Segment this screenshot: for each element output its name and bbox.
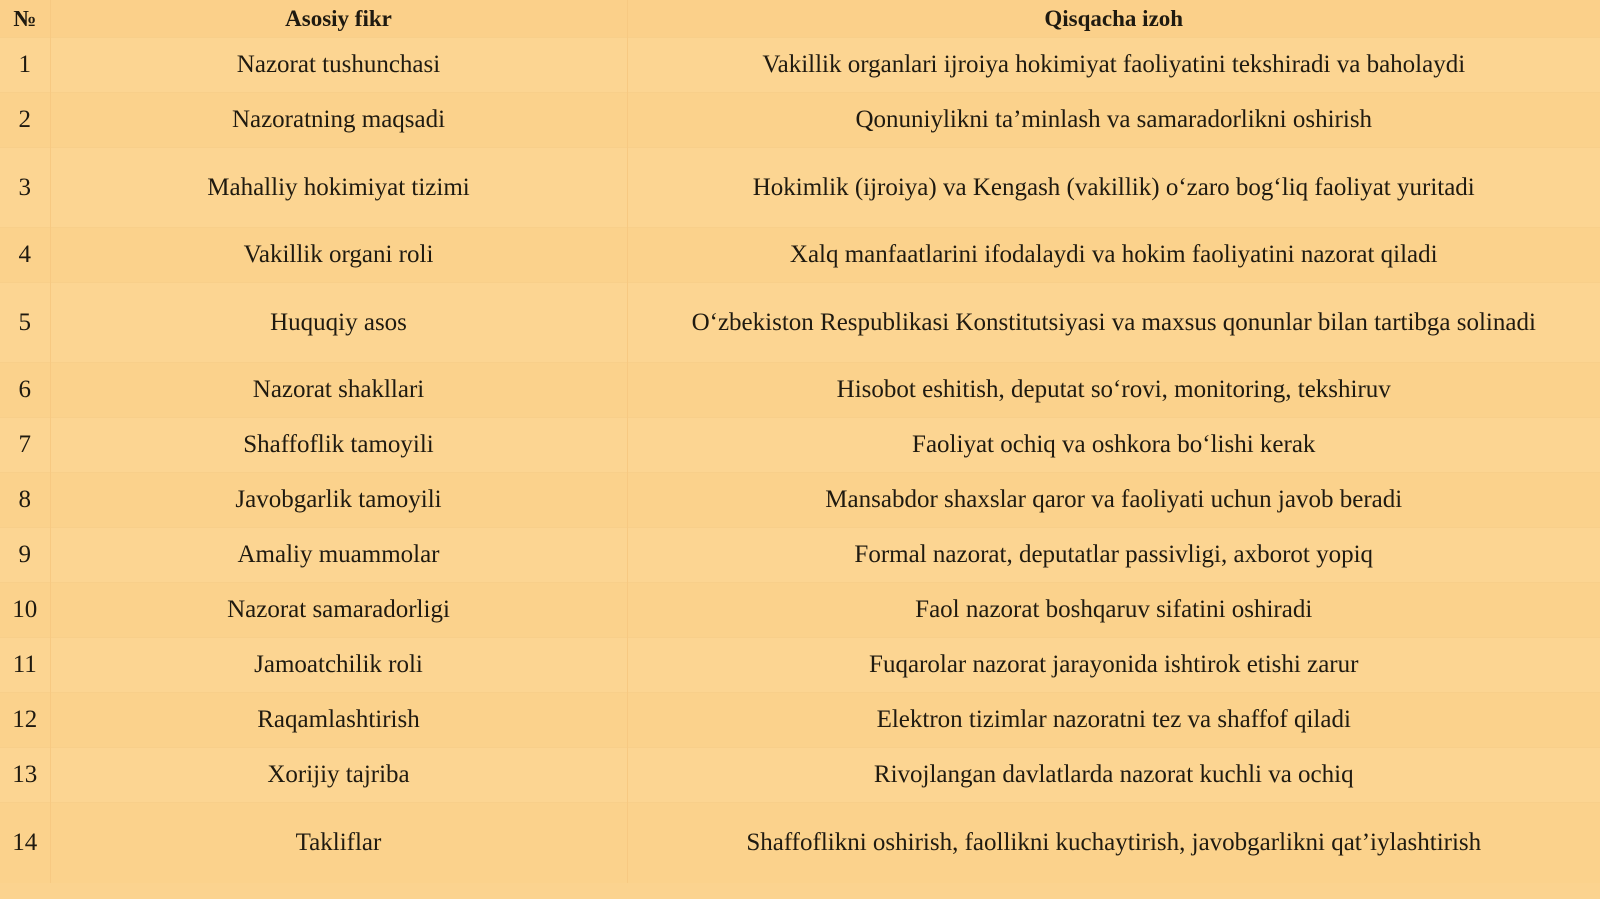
table-header [0,0,1600,38]
row-main-idea: Xorijiy tajriba [50,748,627,803]
header-main-idea: Asosiy fikr [50,0,627,38]
row-short-note: Fuqarolar nazorat jarayonida ishtirok etishi zarur [627,638,1600,693]
header-row [0,0,1600,38]
table-row [0,583,1600,638]
row-number: 9 [18,541,31,568]
row-number: 11 [12,651,37,678]
row-main-idea: Nazoratning maqsadi [50,93,627,148]
row-short-note: Faoliyat ochiq va oshkora bo‘lishi kerak [627,418,1600,473]
row-short-note: Hokimlik (ijroiya) va Kengash (vakillik) o‘zaro bog‘liq faoliyat yuritadi [627,148,1600,228]
row-main-idea: Raqamlashtirish [50,693,627,748]
table-row [0,418,1600,473]
row-short-note: O‘zbekiston Respublikasi Konstitutsiyasi va maxsus qonunlar bilan tartibga solinadi [627,283,1600,363]
row-main-idea: Jamoatchilik roli [50,638,627,693]
table-row [0,748,1600,803]
row-main-idea: Takliflar [50,803,627,883]
row-number: 7 [18,431,31,458]
table-row [0,638,1600,693]
row-number: 1 [18,51,31,78]
table-row [0,148,1600,228]
row-main-idea: Nazorat tushunchasi [50,38,627,93]
row-short-note: Mansabdor shaxslar qaror va faoliyati uchun javob beradi [627,473,1600,528]
row-short-note: Hisobot eshitish, deputat so‘rovi, monitoring, tekshiruv [627,363,1600,418]
row-short-note: Shaffoflikni oshirish, faollikni kuchaytirish, javobgarlikni qat’iylashtirish [627,803,1600,883]
row-short-note: Rivojlangan davlatlarda nazorat kuchli va ochiq [627,748,1600,803]
row-short-note: Qonuniylikni ta’minlash va samaradorlikni oshirish [627,93,1600,148]
row-number: 5 [18,308,31,336]
row-number: 4 [18,241,31,268]
table-row [0,693,1600,748]
row-main-idea: Vakillik organi roli [50,228,627,283]
row-short-note: Elektron tizimlar nazoratni tez va shaffof qiladi [627,693,1600,748]
row-main-idea: Shaffoflik tamoyili [50,418,627,473]
row-main-idea: Mahalliy hokimiyat tizimi [50,148,627,228]
table-row [0,363,1600,418]
row-number: 12 [12,706,38,733]
table-row [0,803,1600,883]
row-main-idea: Amaliy muammolar [50,528,627,583]
row-short-note: Vakillik organlari ijroiya hokimiyat faoliyatini tekshiradi va baholaydi [627,38,1600,93]
row-number: 3 [18,173,31,201]
row-number: 6 [18,376,31,403]
table-row [0,228,1600,283]
row-short-note: Faol nazorat boshqaruv sifatini oshiradi [627,583,1600,638]
row-number: 8 [18,486,31,513]
row-number: 14 [12,828,38,856]
table-row [0,528,1600,583]
header-number: № [0,0,50,38]
row-main-idea: Nazorat shakllari [50,363,627,418]
row-number: 2 [18,106,31,133]
row-main-idea: Huquqiy asos [50,283,627,363]
table-row [0,38,1600,93]
table-row [0,473,1600,528]
row-main-idea: Nazorat samaradorligi [50,583,627,638]
row-number: 13 [12,761,38,788]
row-short-note: Xalq manfaatlarini ifodalaydi va hokim faoliyatini nazorat qiladi [627,228,1600,283]
row-main-idea: Javobgarlik tamoyili [50,473,627,528]
table-row [0,283,1600,363]
row-number: 10 [12,596,38,623]
table-body [0,38,1600,883]
row-short-note: Formal nazorat, deputatlar passivligi, axborot yopiq [627,528,1600,583]
table-row [0,93,1600,148]
header-short-note: Qisqacha izoh [627,0,1600,38]
